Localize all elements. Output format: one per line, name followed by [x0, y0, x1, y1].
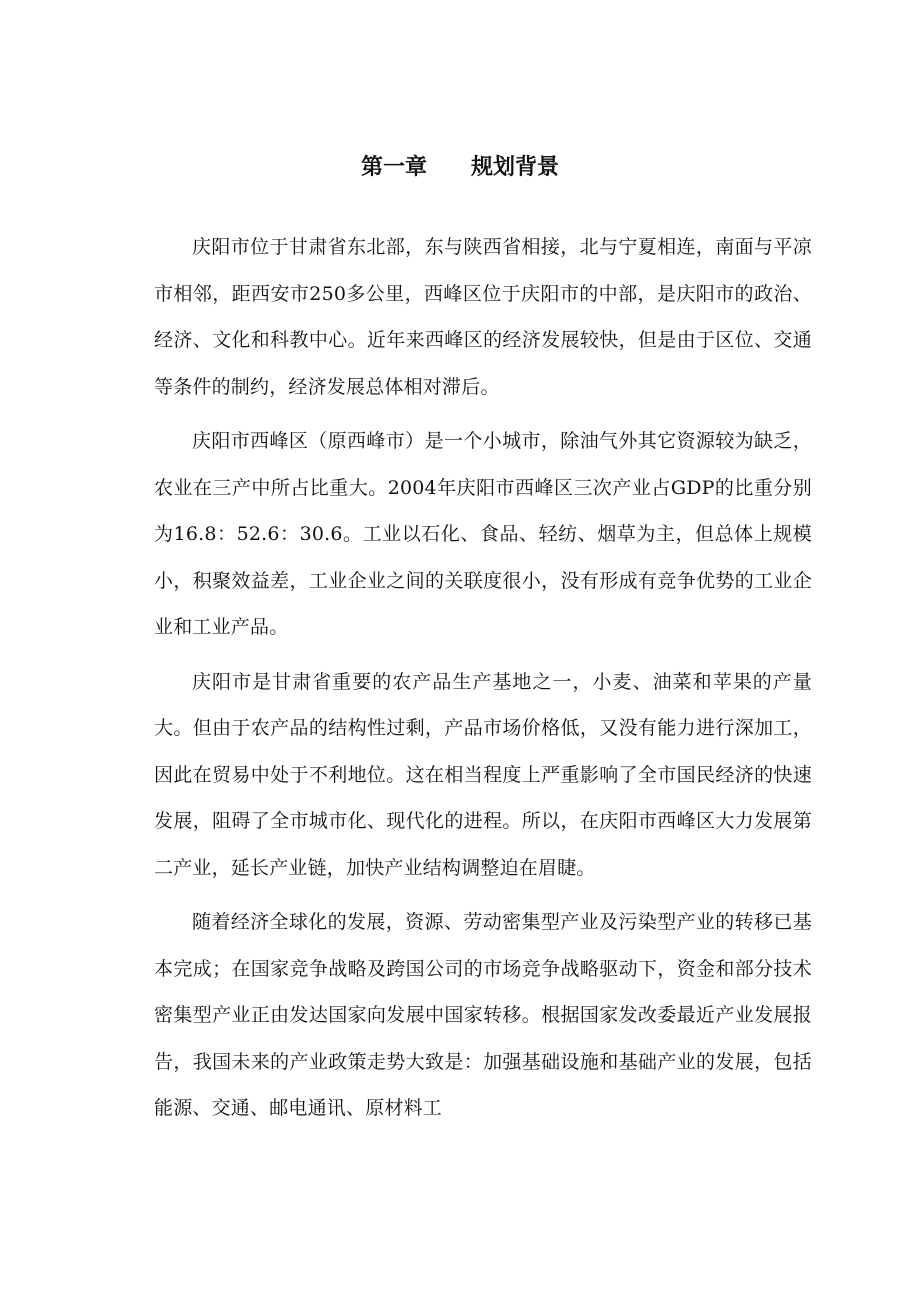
- body-text: [154, 224, 812, 1140]
- paragraph-globalization: 随着经济全球化的发展，资源、劳动密集型产业及污染型产业的转移已基本完成；在国家竞争战略及跨国公司的市场竞争战略驱动下，资金和部分技术密集型产业正由发达国家向发展中国家转移。根据国家发改委最近产业发展报告，我国未来的产业政策走势大致是：加强基础设施和基础产业的发展，包括能源、交通、邮电通讯、原材料工: [154, 911, 812, 1119]
- chapter-number: 第一章: [360, 154, 427, 180]
- paragraph-economy-structure: 庆阳市西峰区（原西峰市）是一个小城市，除油气外其它资源较为缺乏，农业在三产中所占比重大。2004年庆阳市西峰区三次产业占GDP的比重分别为16.8：52.6：30.6。工业以石化、食品、轻纺、烟草为主，但总体上规模小，积聚效益差，工业企业之间的关联度很小，没有形成有竞争优势的工业企业和工业产品。: [154, 430, 812, 638]
- chapter-title: 规划背景: [471, 154, 560, 180]
- paragraph-agriculture: 庆阳市是甘肃省重要的农产品生产基地之一，小麦、油菜和苹果的产量大。但由于农产品的结构性过剩，产品市场价格低，又没有能力进行深加工，因此在贸易中处于不利地位。这在相当程度上严重影响了全市国民经济的快速发展，阻碍了全市城市化、现代化的进程。所以，在庆阳市西峰区大力发展第二产业，延长产业链，加快产业结构调整迫在眉睫。: [154, 670, 812, 879]
- paragraph-location: 庆阳市位于甘肃省东北部，东与陕西省相接，北与宁夏相连，南面与平凉市相邻，距西安市250多公里，西峰区位于庆阳市的中部，是庆阳市的政治、经济、文化和科教中心。近年来西峰区的经济发展较快，但是由于区位、交通等条件的制约，经济发展总体相对滞后。: [154, 236, 812, 398]
- chapter-heading: [0, 146, 920, 188]
